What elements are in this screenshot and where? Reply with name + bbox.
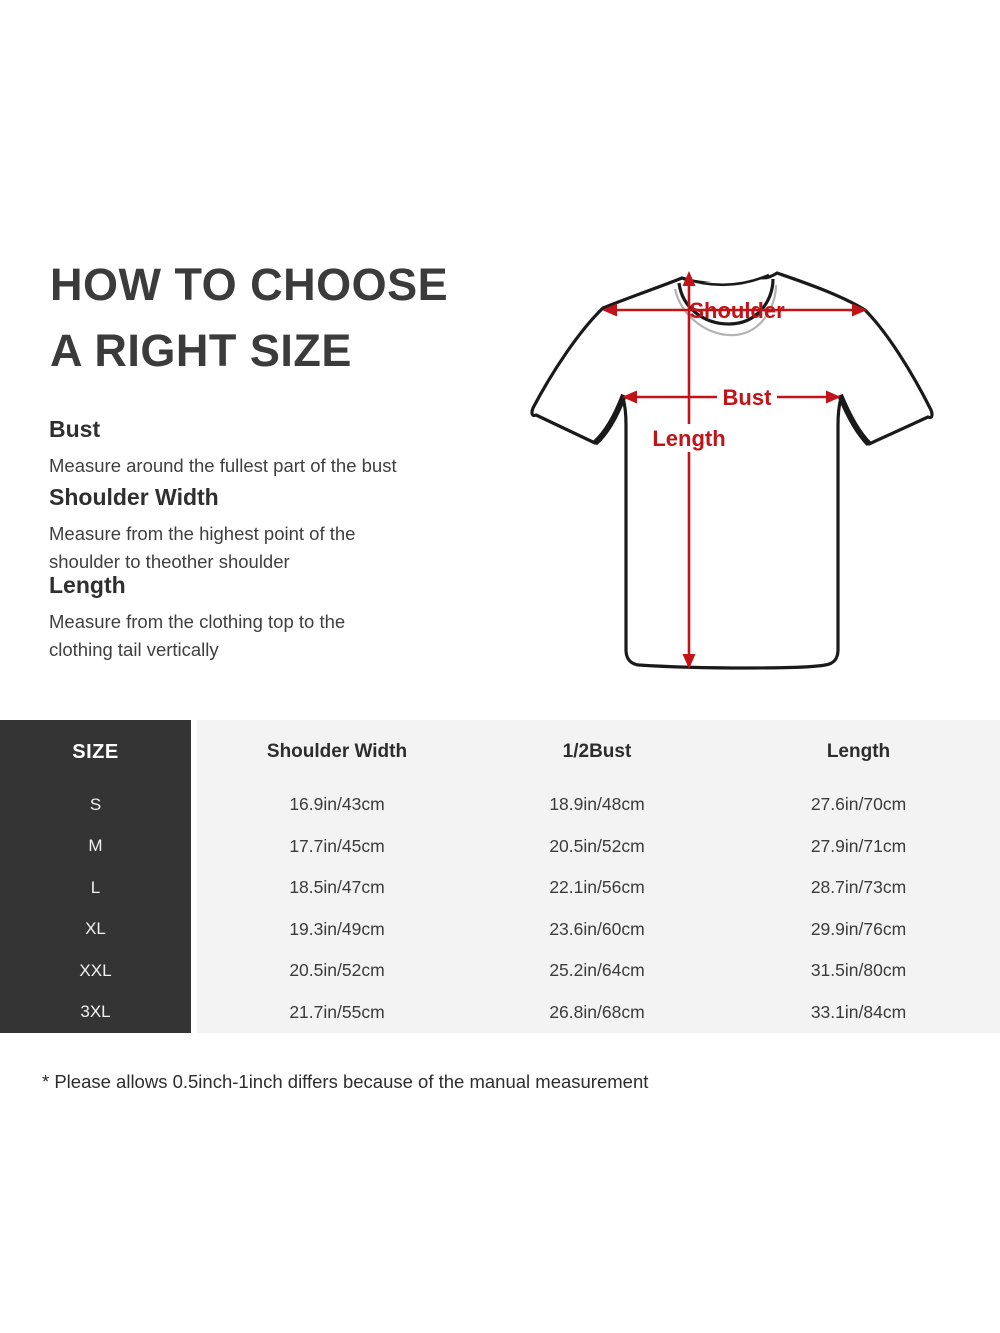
cell-3xl-bust: 26.8in/68cm — [477, 992, 717, 1034]
measurement-footnote: * Please allows 0.5inch-1inch differs because of the manual measurement — [42, 1071, 649, 1092]
shoulder-label: Shoulder — [689, 298, 785, 323]
row-label-m: M — [0, 826, 191, 868]
col-header-length: Length — [717, 720, 1000, 784]
cell-s-shoulder: 16.9in/43cm — [197, 784, 477, 826]
guide-text-length-line2: clothing tail vertically — [49, 639, 219, 660]
length-label: Length — [652, 426, 726, 451]
guide-section-bust — [49, 416, 479, 480]
guide-section-length — [49, 572, 479, 664]
cell-s-length: 27.6in/70cm — [717, 784, 1000, 826]
col-header-shoulder-width: Shoulder Width — [197, 720, 477, 784]
guide-text-length-line1: Measure from the clothing top to the — [49, 611, 346, 632]
page-title — [50, 252, 448, 384]
guide-heading-length: Length — [49, 572, 126, 598]
col-header-half-bust: 1/2Bust — [477, 720, 717, 784]
guide-heading-bust: Bust — [49, 416, 101, 442]
row-label-s: S — [0, 784, 191, 826]
guide-section-shoulder-width — [49, 484, 479, 576]
cell-m-length: 27.9in/71cm — [717, 826, 1000, 868]
tshirt-measurement-diagram — [505, 245, 975, 695]
tshirt-outline — [532, 273, 932, 668]
bust-label: Bust — [722, 385, 772, 410]
cell-xl-bust: 23.6in/60cm — [477, 909, 717, 951]
cell-xxl-bust: 25.2in/64cm — [477, 950, 717, 992]
guide-text-shoulder-width-line1: Measure from the highest point of the — [49, 523, 356, 544]
row-label-l: L — [0, 867, 191, 909]
cell-m-bust: 20.5in/52cm — [477, 826, 717, 868]
page-title-line2: A RIGHT SIZE — [50, 325, 352, 376]
cell-xxl-length: 31.5in/80cm — [717, 950, 1000, 992]
cell-l-bust: 22.1in/56cm — [477, 867, 717, 909]
guide-text-bust: Measure around the fullest part of the bust — [49, 455, 397, 476]
guide-heading-shoulder-width: Shoulder Width — [49, 484, 219, 510]
cell-l-length: 28.7in/73cm — [717, 867, 1000, 909]
cell-m-shoulder: 17.7in/45cm — [197, 826, 477, 868]
row-label-xl: XL — [0, 909, 191, 951]
size-table — [0, 720, 1000, 1033]
guide-text-shoulder-width-line2: shoulder to theother shoulder — [49, 551, 290, 572]
cell-l-shoulder: 18.5in/47cm — [197, 867, 477, 909]
cell-s-bust: 18.9in/48cm — [477, 784, 717, 826]
cell-xl-shoulder: 19.3in/49cm — [197, 909, 477, 951]
row-label-xxl: XXL — [0, 950, 191, 992]
page-title-line1: HOW TO CHOOSE — [50, 259, 449, 310]
cell-3xl-shoulder: 21.7in/55cm — [197, 992, 477, 1034]
col-header-size: SIZE — [0, 720, 191, 784]
row-label-3xl: 3XL — [0, 992, 191, 1034]
cell-xxl-shoulder: 20.5in/52cm — [197, 950, 477, 992]
cell-3xl-length: 33.1in/84cm — [717, 992, 1000, 1034]
cell-xl-length: 29.9in/76cm — [717, 909, 1000, 951]
